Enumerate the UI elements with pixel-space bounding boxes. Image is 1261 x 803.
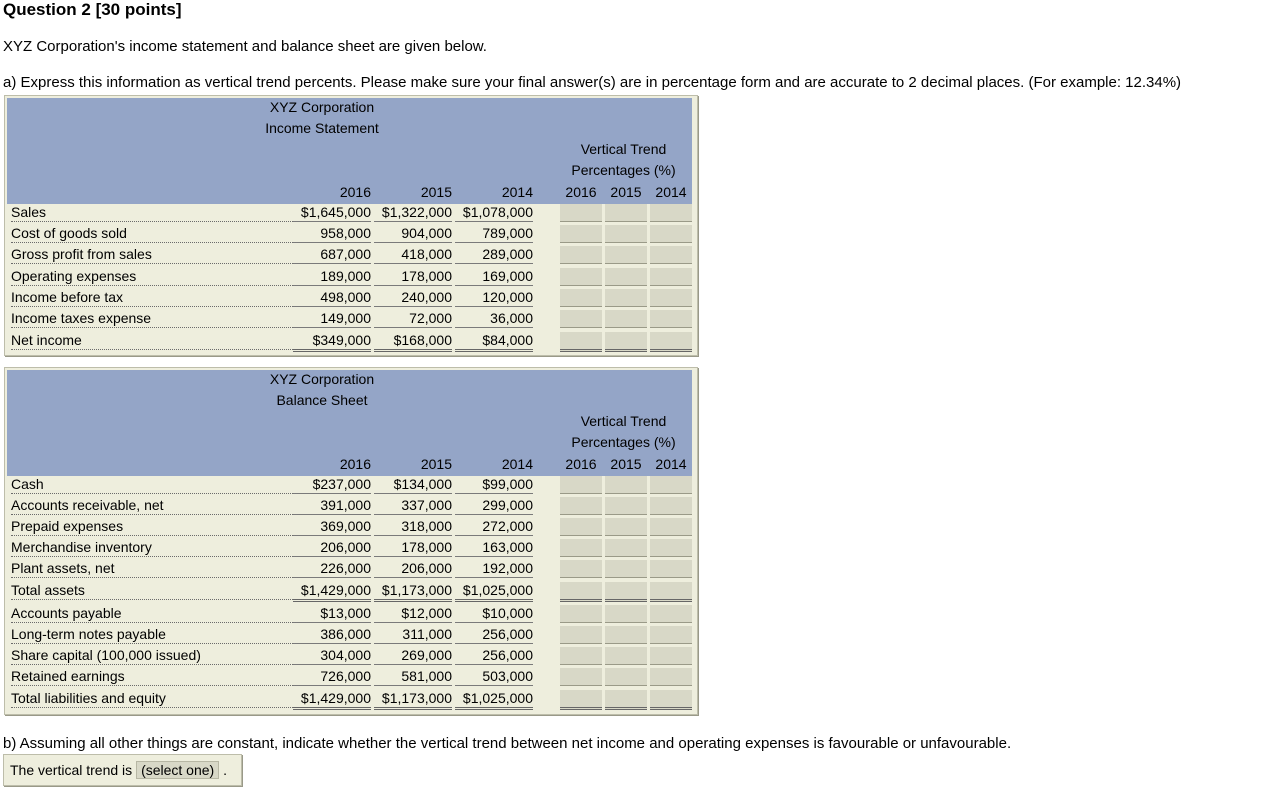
balance_sheet-row-label: Total assets [11, 582, 313, 600]
balance_sheet-row-label: Cash [11, 476, 313, 494]
balance_sheet-percent-input[interactable] [650, 560, 692, 578]
balance_sheet-row-value: 337,000 [374, 497, 452, 515]
balance_sheet-percent-input[interactable] [650, 690, 692, 710]
income_statement-percent-input[interactable] [605, 204, 647, 222]
balance_sheet-percent-input[interactable] [650, 476, 692, 494]
income_statement-percent-input[interactable] [605, 289, 647, 307]
income_statement-row-value: 120,000 [455, 289, 533, 307]
is-vt-year-2014: 2014 [655, 184, 687, 200]
balance_sheet-percent-input[interactable] [560, 518, 602, 536]
balance_sheet-row-value: 311,000 [374, 626, 452, 644]
balance_sheet-row-label: Plant assets, net [11, 560, 313, 578]
income_statement-percent-input[interactable] [560, 225, 602, 243]
income_statement-row-value: 240,000 [374, 289, 452, 307]
balance_sheet-row-value: 226,000 [293, 560, 371, 578]
is-company: XYZ Corporation [269, 99, 375, 115]
income_statement-percent-input[interactable] [560, 204, 602, 222]
income_statement-percent-input[interactable] [650, 268, 692, 286]
balance_sheet-percent-input[interactable] [605, 690, 647, 710]
balance_sheet-row-value: $1,429,000 [293, 582, 371, 602]
balance-sheet-header [7, 370, 692, 476]
income_statement-percent-input[interactable] [650, 332, 692, 352]
income_statement-row-value: $1,645,000 [293, 204, 371, 222]
balance_sheet-row-label: Accounts payable [11, 605, 313, 623]
answer-prefix: The vertical trend is [10, 762, 133, 778]
answer-suffix: . [223, 762, 227, 778]
intro-text: XYZ Corporation's income statement and balance sheet are given below. [3, 38, 487, 55]
is-vt-line1: Vertical Trend [580, 141, 667, 157]
is-vt-line2: Percentages (%) [571, 162, 676, 178]
balance_sheet-percent-input[interactable] [560, 626, 602, 644]
income_statement-row-value: 169,000 [455, 268, 533, 286]
income_statement-row-value: $1,322,000 [374, 204, 452, 222]
income-statement-panel [4, 95, 698, 356]
balance_sheet-row-value: 299,000 [455, 497, 533, 515]
balance_sheet-percent-input[interactable] [605, 668, 647, 686]
is-year-2015: 2015 [420, 184, 452, 200]
balance_sheet-row-value: 256,000 [455, 647, 533, 665]
income_statement-row-label: Income taxes expense [11, 310, 313, 328]
bs-year-2014: 2014 [501, 456, 533, 472]
balance_sheet-row-label: Share capital (100,000 issued) [11, 647, 313, 665]
balance_sheet-percent-input[interactable] [605, 539, 647, 557]
balance-sheet-panel [4, 367, 698, 715]
question-title: Question 2 [30 points] [3, 0, 182, 19]
income_statement-percent-input[interactable] [650, 246, 692, 264]
balance_sheet-row-label: Retained earnings [11, 668, 313, 686]
income_statement-percent-input[interactable] [605, 310, 647, 328]
balance_sheet-row-value: $134,000 [374, 476, 452, 494]
part-a-text: a) Express this information as vertical trend percents. Please make sure your final answer(s) are in percentage form and are accurate to 2 decimal places. (For example: 12.34%) [3, 74, 1182, 91]
balance_sheet-row-value: 386,000 [293, 626, 371, 644]
bs-vt-year-2016: 2016 [565, 456, 597, 472]
balance_sheet-row-value: $1,173,000 [374, 690, 452, 710]
is-vt-year-2015: 2015 [610, 184, 642, 200]
balance_sheet-row-value: $1,173,000 [374, 582, 452, 602]
balance_sheet-percent-input[interactable] [650, 518, 692, 536]
income_statement-row-label: Operating expenses [11, 268, 313, 286]
income_statement-percent-input[interactable] [560, 268, 602, 286]
income_statement-percent-input[interactable] [605, 268, 647, 286]
balance_sheet-row-value: $99,000 [455, 476, 533, 494]
balance_sheet-percent-input[interactable] [560, 668, 602, 686]
balance_sheet-row-value: 272,000 [455, 518, 533, 536]
balance_sheet-percent-input[interactable] [650, 497, 692, 515]
balance_sheet-row-label: Long-term notes payable [11, 626, 313, 644]
is-title: Income Statement [265, 120, 379, 136]
income_statement-percent-input[interactable] [560, 246, 602, 264]
balance_sheet-percent-input[interactable] [605, 518, 647, 536]
balance_sheet-percent-input[interactable] [560, 605, 602, 623]
income_statement-row-value: 36,000 [455, 310, 533, 328]
balance_sheet-row-value: $1,025,000 [455, 690, 533, 710]
balance_sheet-row-value: 206,000 [293, 539, 371, 557]
income_statement-percent-input[interactable] [650, 225, 692, 243]
balance_sheet-row-value: 581,000 [374, 668, 452, 686]
balance_sheet-row-value: $12,000 [374, 605, 452, 623]
income_statement-percent-input[interactable] [650, 310, 692, 328]
balance_sheet-percent-input[interactable] [650, 582, 692, 602]
income_statement-row-value: 789,000 [455, 225, 533, 243]
balance_sheet-percent-input[interactable] [560, 690, 602, 710]
bs-vt-line2: Percentages (%) [571, 434, 676, 450]
balance_sheet-percent-input[interactable] [605, 476, 647, 494]
is-vt-year-2016: 2016 [565, 184, 597, 200]
income_statement-row-value: $84,000 [455, 332, 533, 352]
income_statement-row-value: $168,000 [374, 332, 452, 352]
income_statement-percent-input[interactable] [560, 332, 602, 352]
income_statement-row-value: 958,000 [293, 225, 371, 243]
balance_sheet-row-value: 369,000 [293, 518, 371, 536]
balance_sheet-row-label: Total liabilities and equity [11, 690, 313, 708]
balance_sheet-percent-input[interactable] [605, 647, 647, 665]
income_statement-row-label: Gross profit from sales [11, 246, 313, 264]
income_statement-row-value: 72,000 [374, 310, 452, 328]
balance_sheet-percent-input[interactable] [560, 560, 602, 578]
balance_sheet-row-value: $237,000 [293, 476, 371, 494]
balance_sheet-percent-input[interactable] [560, 539, 602, 557]
income_statement-row-value: 687,000 [293, 246, 371, 264]
balance_sheet-row-label: Prepaid expenses [11, 518, 313, 536]
balance_sheet-percent-input[interactable] [650, 605, 692, 623]
income_statement-percent-input[interactable] [605, 225, 647, 243]
is-year-2016: 2016 [339, 184, 371, 200]
balance_sheet-percent-input[interactable] [605, 605, 647, 623]
income_statement-row-label: Cost of goods sold [11, 225, 313, 243]
balance_sheet-percent-input[interactable] [605, 582, 647, 602]
balance_sheet-percent-input[interactable] [650, 647, 692, 665]
balance_sheet-percent-input[interactable] [560, 476, 602, 494]
balance_sheet-row-value: 503,000 [455, 668, 533, 686]
bs-vt-year-2014: 2014 [655, 456, 687, 472]
balance_sheet-percent-input[interactable] [560, 647, 602, 665]
bs-year-2016: 2016 [339, 456, 371, 472]
balance_sheet-row-value: 192,000 [455, 560, 533, 578]
balance_sheet-row-value: 318,000 [374, 518, 452, 536]
balance_sheet-row-value: 178,000 [374, 539, 452, 557]
balance_sheet-row-value: $1,429,000 [293, 690, 371, 710]
income_statement-row-value: $349,000 [293, 332, 371, 352]
income_statement-percent-input[interactable] [650, 289, 692, 307]
income_statement-percent-input[interactable] [605, 332, 647, 352]
balance_sheet-row-value: 391,000 [293, 497, 371, 515]
income_statement-row-value: 418,000 [374, 246, 452, 264]
income_statement-percent-input[interactable] [560, 310, 602, 328]
balance_sheet-row-value: 256,000 [455, 626, 533, 644]
balance_sheet-row-value: 269,000 [374, 647, 452, 665]
balance_sheet-row-value: $1,025,000 [455, 582, 533, 602]
balance_sheet-percent-input[interactable] [605, 560, 647, 578]
balance_sheet-percent-input[interactable] [560, 497, 602, 515]
bs-vt-line1: Vertical Trend [580, 413, 667, 429]
balance_sheet-percent-input[interactable] [560, 582, 602, 602]
balance_sheet-percent-input[interactable] [650, 626, 692, 644]
balance_sheet-row-value: 206,000 [374, 560, 452, 578]
balance_sheet-row-value: $13,000 [293, 605, 371, 623]
balance_sheet-percent-input[interactable] [650, 668, 692, 686]
income_statement-row-value: 498,000 [293, 289, 371, 307]
balance_sheet-percent-input[interactable] [605, 626, 647, 644]
income_statement-row-value: 189,000 [293, 268, 371, 286]
income_statement-percent-input[interactable] [605, 246, 647, 264]
balance_sheet-row-value: 304,000 [293, 647, 371, 665]
income_statement-row-value: 178,000 [374, 268, 452, 286]
answer-box [3, 754, 242, 786]
balance_sheet-row-value: $10,000 [455, 605, 533, 623]
income_statement-row-value: 904,000 [374, 225, 452, 243]
bs-vt-year-2015: 2015 [610, 456, 642, 472]
income_statement-row-value: 149,000 [293, 310, 371, 328]
balance_sheet-percent-input[interactable] [605, 497, 647, 515]
part-b-text: b) Assuming all other things are constant, indicate whether the vertical trend between net income and operating expenses is favourable or unfavourable. [3, 735, 1012, 752]
balance_sheet-row-label: Merchandise inventory [11, 539, 313, 557]
balance_sheet-row-label: Accounts receivable, net [11, 497, 313, 515]
is-year-2014: 2014 [501, 184, 533, 200]
income_statement-row-label: Sales [11, 204, 313, 222]
income_statement-row-label: Income before tax [11, 289, 313, 307]
income_statement-percent-input[interactable] [650, 204, 692, 222]
income_statement-row-value: 289,000 [455, 246, 533, 264]
bs-year-2015: 2015 [420, 456, 452, 472]
bs-company: XYZ Corporation [269, 371, 375, 387]
balance_sheet-row-value: 726,000 [293, 668, 371, 686]
balance_sheet-row-value: 163,000 [455, 539, 533, 557]
income_statement-row-value: $1,078,000 [455, 204, 533, 222]
balance_sheet-percent-input[interactable] [650, 539, 692, 557]
bs-title: Balance Sheet [276, 392, 368, 408]
income_statement-row-label: Net income [11, 332, 313, 350]
income-statement-header [7, 98, 692, 204]
income_statement-percent-input[interactable] [560, 289, 602, 307]
trend-select[interactable]: (select one) [136, 761, 219, 779]
